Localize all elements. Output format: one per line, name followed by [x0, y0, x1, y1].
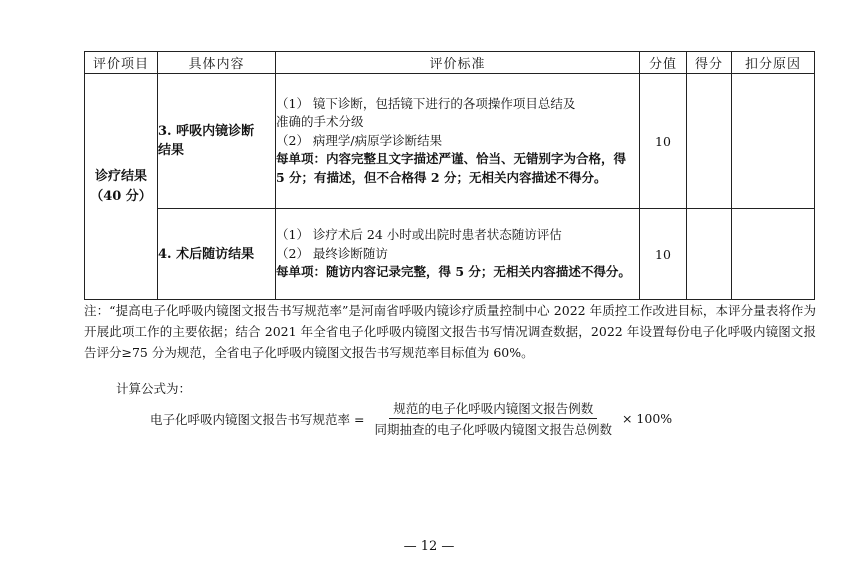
header-eval-item: 评价项目: [85, 52, 158, 74]
got-score-cell[interactable]: [687, 209, 732, 300]
formula: [150, 399, 672, 438]
item-cell: [158, 74, 276, 209]
standard-line: （1） 镜下诊断，包括镜下进行的各项操作项目总结及: [276, 95, 576, 111]
got-score-cell[interactable]: [687, 74, 732, 209]
header-score: 分值: [640, 52, 687, 74]
calc-label: 计算公式为：: [116, 381, 192, 396]
item-label: 3. 呼吸内镜诊断: [158, 124, 255, 139]
standard-scoring-rule: 每单项：内容完整且文字描述严谨、恰当、无错别字为合格，得 5 分；有描述，但不合格得 2 分；无相关内容描述不得分。: [276, 151, 627, 185]
evaluation-table: [84, 51, 815, 300]
table-row: [85, 74, 815, 209]
standard-scoring-rule: 每单项：随访内容记录完整，得 5 分；无相关内容描述不得分。: [276, 264, 631, 280]
header-got-score: 得分: [687, 52, 732, 74]
item-cell: [158, 209, 276, 300]
table-header-row: [85, 52, 815, 74]
header-content: 具体内容: [158, 52, 276, 74]
formula-denominator: 同期抽查的电子化呼吸内镜图文报告总例数: [374, 422, 612, 437]
score-value: 10: [640, 74, 687, 209]
formula-rhs: × 100%: [621, 411, 673, 426]
formula-lhs: 电子化呼吸内镜图文报告书写规范率 =: [150, 411, 365, 427]
item-label-cont: 结果: [158, 143, 185, 158]
footnote: 注：“提高电子化呼吸内镜图文报告书写规范率”是河南省呼吸内镜诊疗质量控制中心 2022 年质控工作改进目标，本评分量表将作为开展此项工作的主要依据；结合 2021 年全省电子化呼吸内镜图文报告书写情况调查数据，2022 年设置每份电子化呼吸内镜图文报告评分≥75 分为规范，全省电子化呼吸内镜图文报告书写规范率目标值为 60%。: [84, 303, 816, 360]
standard-cell: [276, 74, 640, 209]
page-number: — 12 —: [403, 539, 455, 554]
item-label: 4. 术后随访结果: [158, 246, 255, 262]
header-standard: 评价标准: [276, 52, 640, 74]
table-row: [85, 209, 815, 300]
score-value: 10: [640, 209, 687, 300]
formula-fraction: [370, 399, 616, 438]
category-label: 诊疗结果: [94, 168, 147, 184]
standard-line: 准确的手术分级: [276, 114, 364, 130]
deduct-reason-cell[interactable]: [732, 209, 815, 300]
deduct-reason-cell[interactable]: [732, 74, 815, 209]
standard-cell: [276, 209, 640, 300]
category-points: （40 分）: [90, 188, 152, 204]
standard-line: （2） 最终诊断随访: [276, 245, 388, 261]
category-cell: [85, 74, 158, 300]
standard-line: （2） 病理学/病原学诊断结果: [276, 132, 443, 148]
header-deduct-reason: 扣分原因: [732, 52, 815, 74]
formula-numerator: 规范的电子化呼吸内镜图文报告例数: [389, 399, 597, 419]
standard-line: （1） 诊疗术后 24 小时或出院时患者状态随访评估: [276, 227, 562, 243]
